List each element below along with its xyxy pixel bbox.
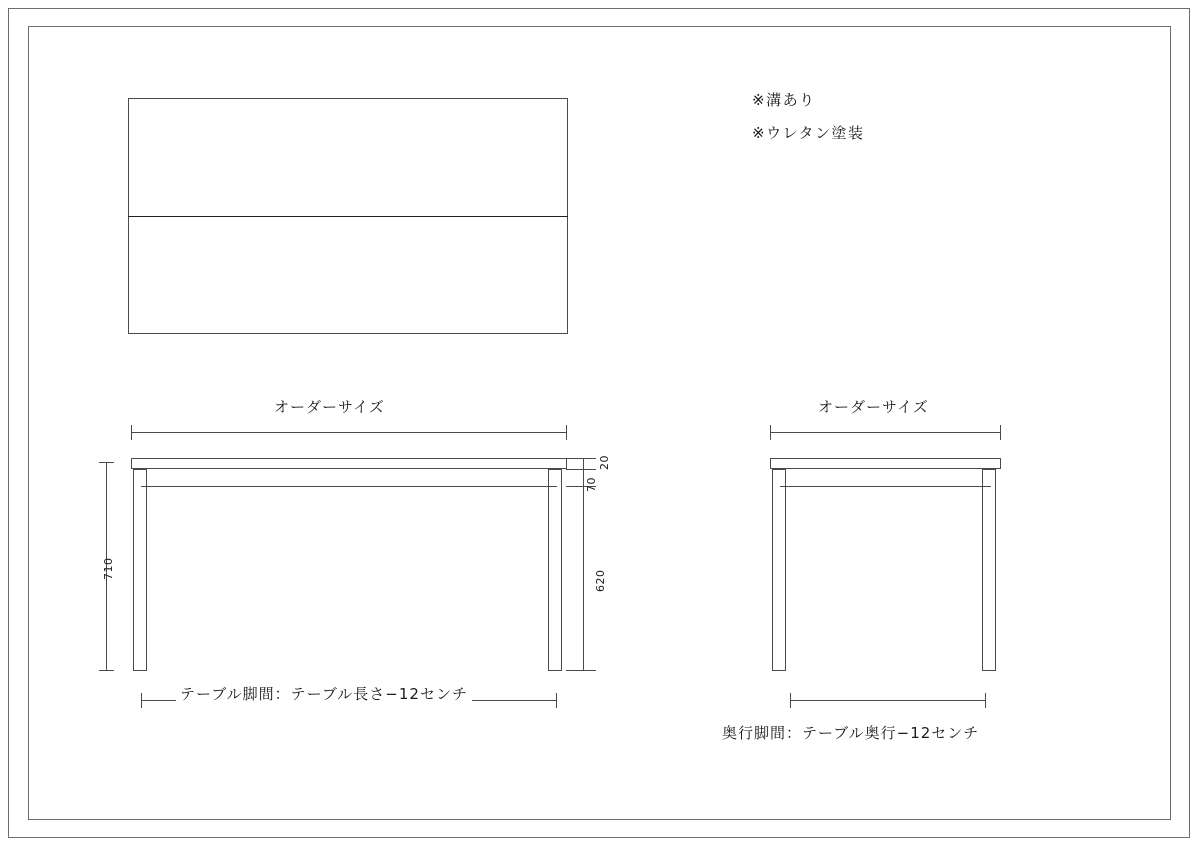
front-apron-bottom-line xyxy=(141,486,557,487)
front-top-thickness-value: 20 xyxy=(598,455,611,470)
front-leg-span-tick-right xyxy=(556,693,557,708)
front-order-size-dim-line xyxy=(131,432,567,433)
front-order-size-label: オーダーサイズ xyxy=(274,398,385,416)
side-leg-span-dim-line xyxy=(790,700,986,701)
front-order-size-tick-left xyxy=(131,425,132,440)
side-order-size-label: オーダーサイズ xyxy=(818,398,929,416)
front-height-value: 710 xyxy=(102,557,115,580)
side-apron-bottom-line xyxy=(780,486,991,487)
front-apron-value: 70 xyxy=(585,477,598,492)
front-right-tick-20-top xyxy=(566,458,596,459)
note-groove: ※溝あり xyxy=(752,91,816,109)
front-leg-right xyxy=(548,469,562,671)
note-finish: ※ウレタン塗装 xyxy=(752,124,865,142)
front-order-size-tick-right xyxy=(566,425,567,440)
front-leg-left xyxy=(133,469,147,671)
front-leg-clear-value: 620 xyxy=(594,569,607,592)
side-table-top xyxy=(770,458,1001,469)
front-leg-span-tick-left xyxy=(141,693,142,708)
front-right-dim-axis xyxy=(583,458,584,671)
front-height-tick-top xyxy=(99,462,114,463)
side-order-size-tick-right xyxy=(1000,425,1001,440)
side-leg-left xyxy=(772,469,786,671)
front-table-top xyxy=(131,458,567,469)
front-right-tick-620-bottom xyxy=(566,670,596,671)
front-right-tick-20-bottom xyxy=(566,469,596,470)
side-order-size-dim-line xyxy=(770,432,1001,433)
side-leg-span-note: 奥行脚間：テーブル奥行−12センチ xyxy=(722,724,980,742)
side-order-size-tick-left xyxy=(770,425,771,440)
side-leg-span-tick-left xyxy=(790,693,791,708)
side-leg-span-tick-right xyxy=(985,693,986,708)
front-height-tick-bottom xyxy=(99,670,114,671)
top-view-groove-line xyxy=(128,216,568,217)
front-leg-span-note: テーブル脚間：テーブル長さ−12センチ xyxy=(176,683,472,704)
side-leg-right xyxy=(982,469,996,671)
